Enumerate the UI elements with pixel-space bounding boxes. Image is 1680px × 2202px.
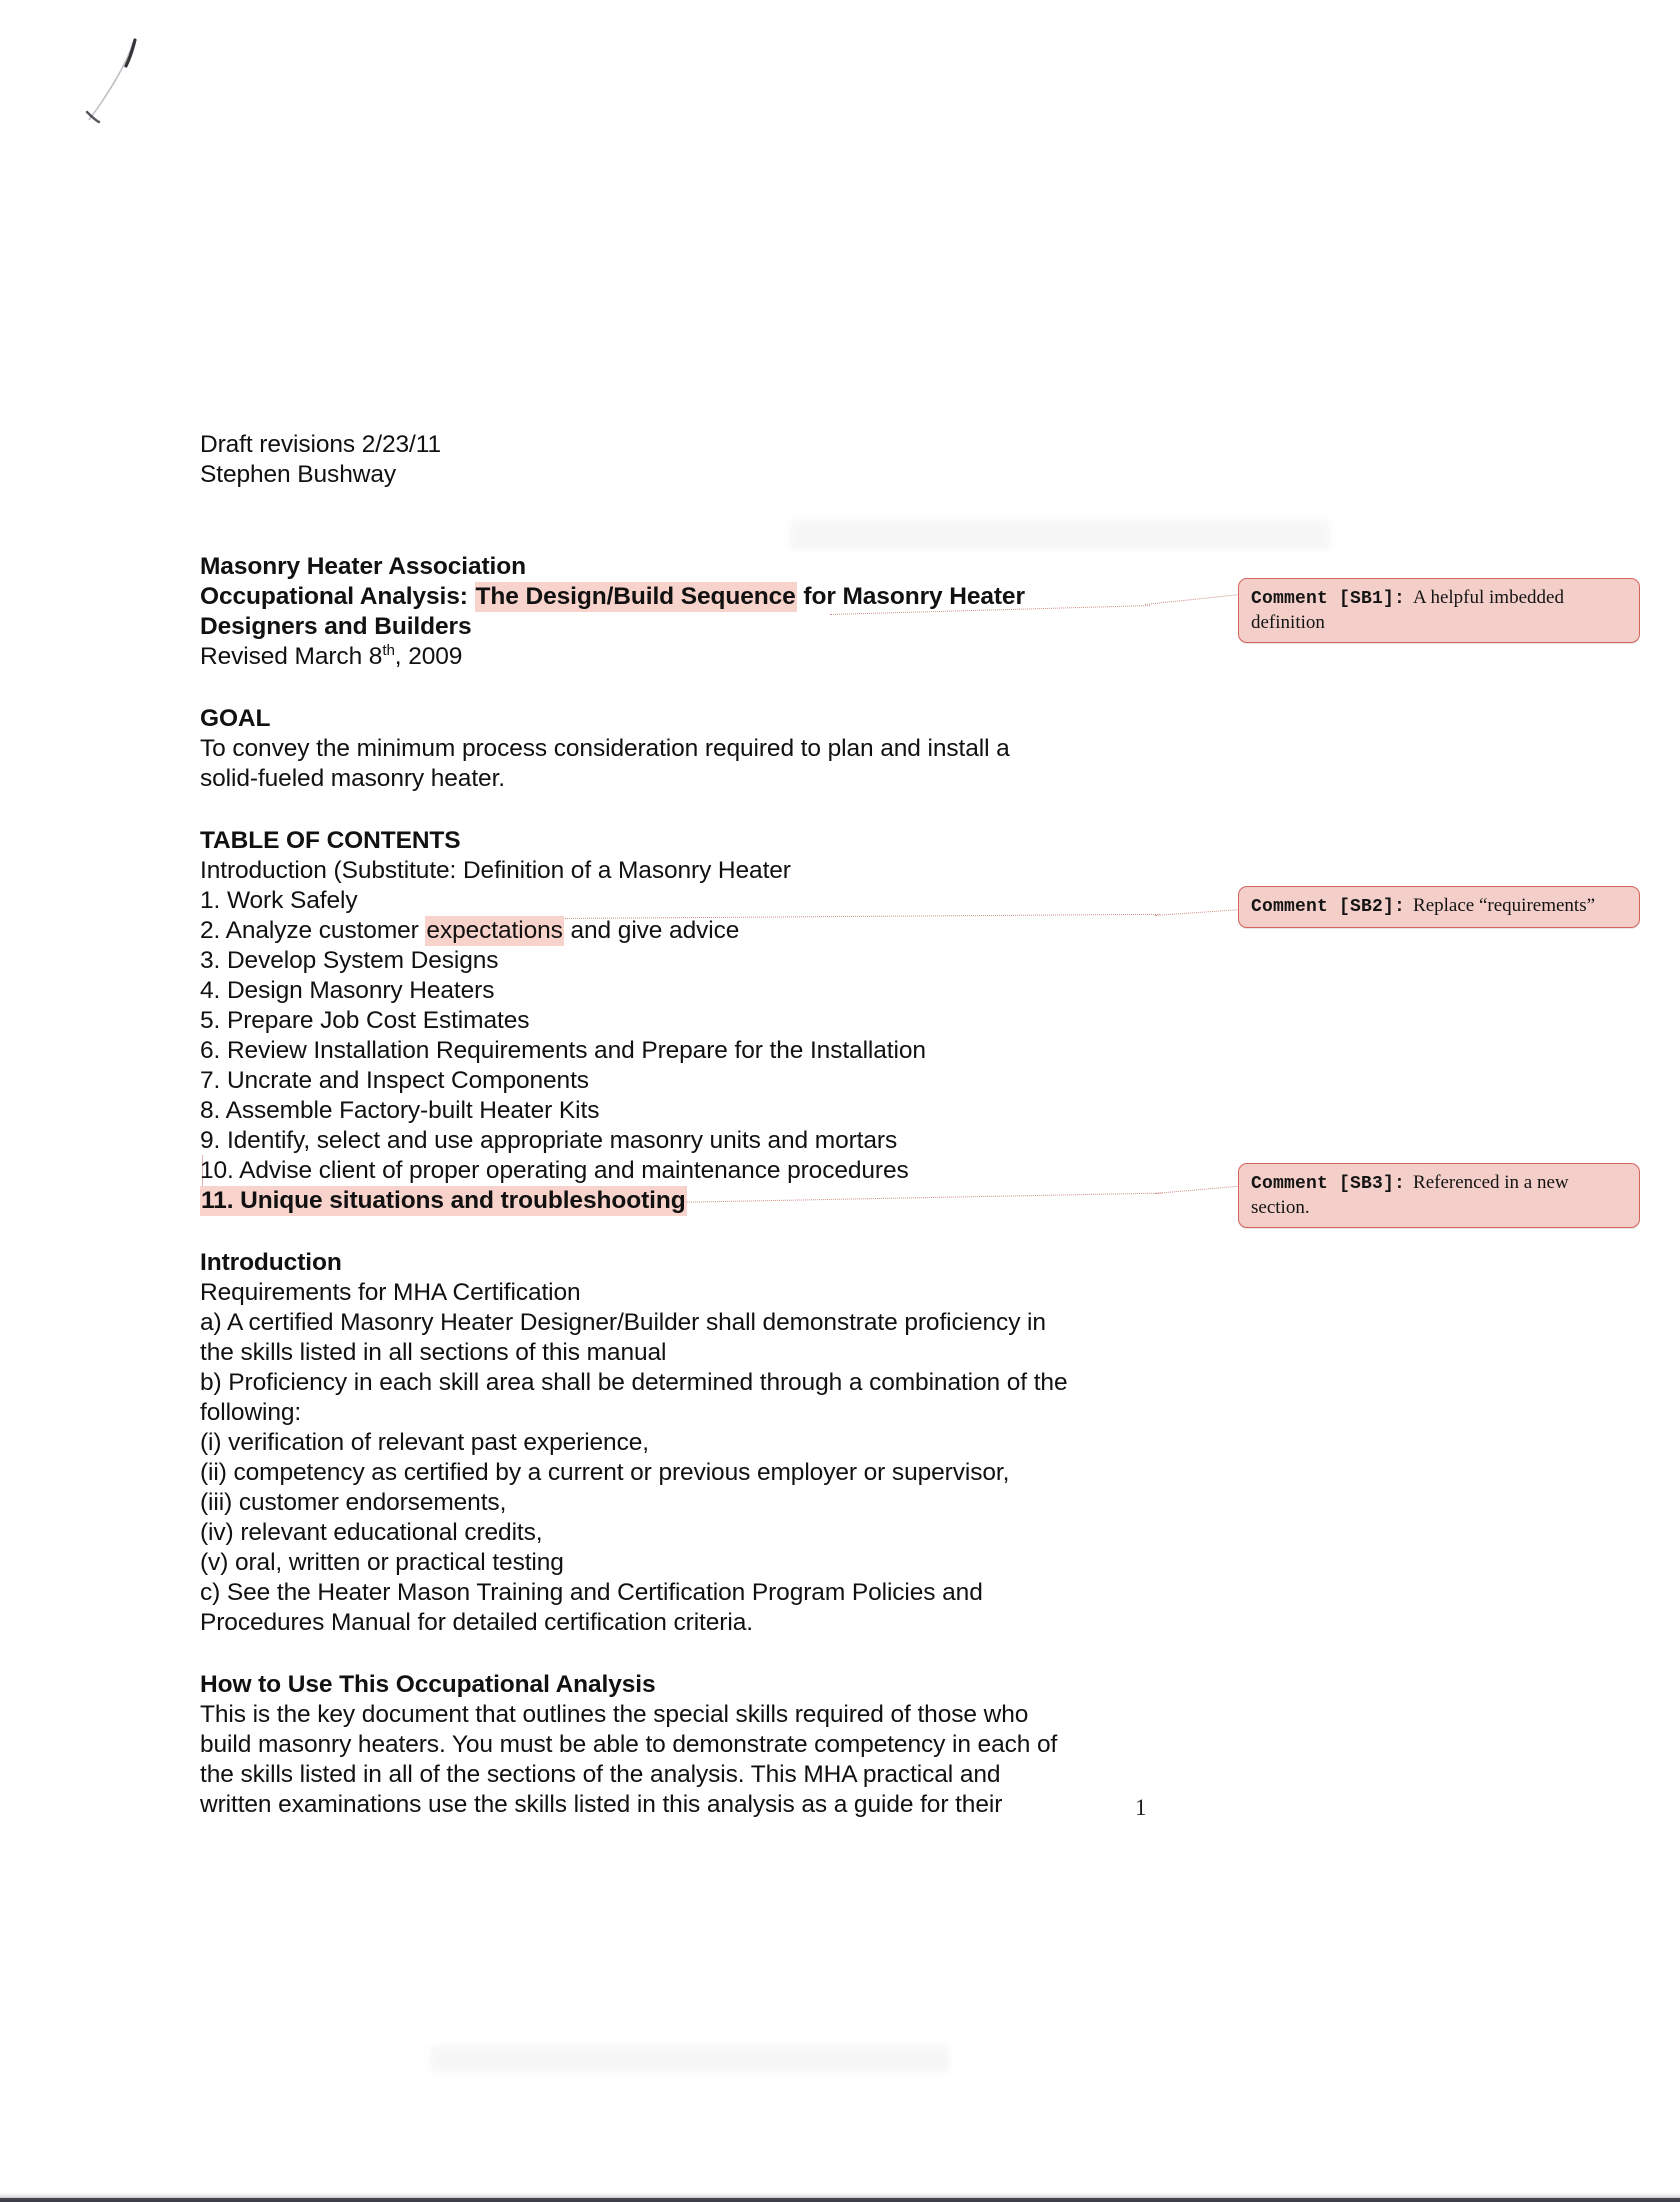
introduction-line: (ii) competency as certified by a current or previous employer or supervisor, (200, 1459, 1010, 1486)
comment-balloon-sb1[interactable] (1238, 578, 1640, 643)
introduction-section (200, 1248, 1120, 1638)
toc-item-number: 3. (200, 947, 221, 974)
goal-line-2: solid-fueled masonry heater. (200, 765, 505, 792)
how-to-use-line: the skills listed in all of the sections of the analysis. This MHA practical and (200, 1761, 1001, 1788)
comment-text: A helpful imbedded definition (1251, 587, 1564, 633)
pen-stroke-artifact (85, 38, 155, 128)
analysis-title-suffix-text: for Masonry Heater (803, 583, 1025, 610)
introduction-line: the skills listed in all sections of this manual (200, 1339, 667, 1366)
how-to-use-line: build masonry heaters. You must be able to demonstrate competency in each of (200, 1731, 1058, 1758)
comment-balloon-sb2[interactable] (1238, 886, 1640, 928)
toc-item-label: Uncrate and Inspect Components (226, 1067, 589, 1094)
toc-item-number: 5. (200, 1007, 221, 1034)
scan-ghost-band-mid (430, 2046, 950, 2072)
revised-suffix: , 2009 (394, 643, 463, 670)
toc-item-label-tail: and give advice (563, 917, 740, 944)
toc-item-label: Prepare Job Cost Estimates (226, 1007, 530, 1034)
analysis-title-line1 (200, 582, 1120, 612)
revised-date-line (200, 642, 1120, 672)
introduction-line: (v) oral, written or practical testing (200, 1549, 564, 1576)
how-to-use-line: This is the key document that outlines the special skills required of those who (200, 1701, 1029, 1728)
toc-item (200, 886, 1120, 916)
toc-item-number: 9. (200, 1127, 221, 1154)
toc-item (200, 976, 1120, 1006)
comment-tag: Comment [SB3]: (1251, 1174, 1406, 1194)
toc-item (200, 1096, 1120, 1126)
toc-item (200, 916, 1120, 946)
toc-item-11 (200, 1186, 1120, 1216)
goal-line-1: To convey the minimum process consideration required to plan and install a (200, 735, 1010, 762)
comment-tag: Comment [SB2]: (1251, 897, 1406, 917)
introduction-line: Procedures Manual for detailed certification criteria. (200, 1609, 753, 1636)
toc-item-label: Develop System Designs (226, 947, 499, 974)
toc-item (200, 1066, 1120, 1096)
document-text-column (200, 430, 1120, 1820)
toc-item-number: 10. (200, 1157, 234, 1184)
analysis-title-highlight: The Design/Build Sequence (475, 583, 796, 610)
toc-item-number: 1. (200, 887, 221, 914)
revised-ordinal: th (382, 641, 395, 659)
toc-item-label: Identify, select and use appropriate masonry units and mortars (226, 1127, 898, 1154)
toc-item-number: 6. (200, 1037, 221, 1064)
header-block (200, 430, 1120, 490)
toc-item (200, 1006, 1120, 1036)
toc-item-label: Advise client of proper operating and maintenance procedures (239, 1157, 909, 1184)
introduction-line: following: (200, 1399, 302, 1426)
page-number: 1 (1135, 1795, 1147, 1820)
toc-item-label: Review Installation Requirements and Prepare for the Installation (226, 1037, 926, 1064)
toc-item-highlight: expectations (426, 917, 563, 944)
goal-section (200, 704, 1120, 794)
analysis-title-line2: Designers and Builders (200, 613, 472, 640)
goal-heading: GOAL (200, 705, 271, 732)
draft-revisions-line: Draft revisions 2/23/11 (200, 431, 442, 458)
revised-prefix: Revised March 8 (200, 643, 383, 670)
introduction-line: a) A certified Masonry Heater Designer/Builder shall demonstrate proficiency in (200, 1309, 1046, 1336)
toc-item-number: 8. (200, 1097, 221, 1124)
toc-item (200, 1036, 1120, 1066)
toc-item (200, 1126, 1120, 1156)
toc-item-number: 4. (200, 977, 221, 1004)
toc-item-11-label: 11. Unique situations and troubleshooting (201, 1187, 686, 1214)
introduction-line: (i) verification of relevant past experience, (200, 1429, 649, 1456)
comment-text: Replace “requirements” (1413, 895, 1596, 916)
toc-heading: TABLE OF CONTENTS (200, 827, 461, 854)
introduction-heading: Introduction (200, 1249, 342, 1276)
introduction-line: b) Proficiency in each skill area shall be determined through a combination of the (200, 1369, 1068, 1396)
scan-edge-line (0, 2198, 1680, 2202)
title-block (200, 552, 1120, 672)
how-to-use-line: written examinations use the skills listed in this analysis as a guide for their (200, 1791, 1003, 1818)
toc-item-label: Analyze customer (225, 917, 426, 944)
introduction-line: (iv) relevant educational credits, (200, 1519, 543, 1546)
comment-text: Referenced in a new section. (1251, 1172, 1569, 1218)
toc-item-number: 7. (200, 1067, 221, 1094)
organization-title: Masonry Heater Association (200, 553, 526, 580)
toc-item-number: 2. (200, 917, 221, 944)
author-line: Stephen Bushway (200, 461, 396, 488)
analysis-title-prefix: Occupational Analysis: (200, 583, 475, 610)
toc-item (200, 946, 1120, 976)
introduction-line: c) See the Heater Mason Training and Certification Program Policies and (200, 1579, 983, 1606)
toc-item-label: Assemble Factory-built Heater Kits (225, 1097, 600, 1124)
toc-item (200, 1156, 1120, 1186)
toc-intro-line: Introduction (Substitute: Definition of a Masonry Heater (200, 857, 791, 884)
toc-item-label: Design Masonry Heaters (226, 977, 495, 1004)
how-to-use-section (200, 1670, 1120, 1820)
comment-tag: Comment [SB1]: (1251, 589, 1406, 609)
how-to-use-heading: How to Use This Occupational Analysis (200, 1671, 656, 1698)
toc-item-label: Work Safely (226, 887, 358, 914)
comment-balloon-sb3[interactable] (1238, 1163, 1640, 1228)
introduction-line: Requirements for MHA Certification (200, 1279, 581, 1306)
table-of-contents-section (200, 826, 1120, 1216)
introduction-line: (iii) customer endorsements, (200, 1489, 507, 1516)
